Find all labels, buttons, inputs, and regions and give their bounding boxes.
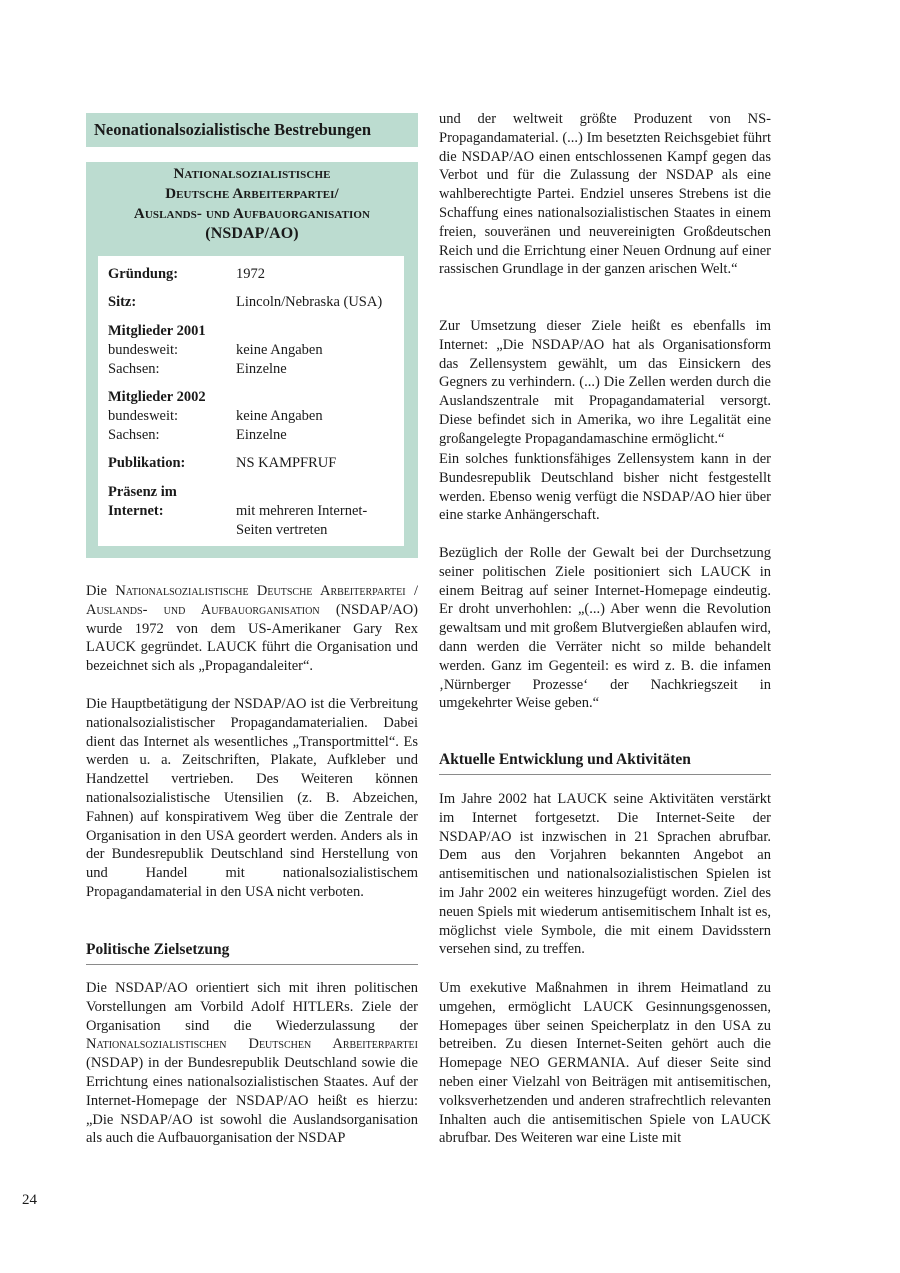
members-2001-federal-value: keine Angaben — [236, 342, 323, 358]
nsdap-full-name: Nationalsozialistischen Deutschen Arbeiterpartei — [86, 1036, 418, 1053]
neo-germania-paragraph: Um exekutive Maßnahmen in ihrem Heimatland zu umgehen, ermöglicht LAUCK Gesinnungsgenossen, Homepages über seinen Speicherplatz in den USA zu betreiben. Zu diesen Internet-Seiten gehört auch die Homepage NEO GERMANIA. Auf dieser Seite sind neben einer Vielzahl von Beiträgen mit antisemitischen, volksverhetzenden und anderen strafrechtlich relevanten Inhalten auch die antisemitischen Spiele von LAUCK abrufbar. Des Weiteren war eine Liste mit — [439, 980, 771, 1147]
fact-panel — [98, 256, 404, 546]
violence-paragraph: Bezüglich der Rolle der Gewalt bei der Durchsetzung seiner politischen Ziele positioniert sich LAUCK in einem Beitrag auf seiner Internet-Homepage eindeutig. Er droht unverhohlen: „(...) Aber wenn die Revolution gewaltsam und mit großem Blutvergießen ablaufen wird, dann werden die Verräter nicht so milde behandelt werden. Ganz im Gegenteil: es wird z. B. die infamen ‚Nürnberger Prozesse‘ der Nachkriegszeit in umgekehrter Weise geben.“ — [439, 545, 771, 712]
internet-presence-label-line-2: Internet: — [108, 503, 164, 519]
internet-presence-label-line-1: Präsenz im — [108, 484, 177, 500]
org-name-line-1: Nationalsozialistische — [173, 166, 331, 182]
section-title: Neonationalsozialistische Bestrebungen — [86, 113, 418, 147]
goals-start: Die NSDAP/AO orientiert sich mit ihren politischen Vorstellungen am Vorbild Adolf HITLERs. Ziele der Organisation sind die Wiederzulassung der — [86, 980, 418, 1034]
intro-paragraph — [86, 582, 418, 676]
members-2002-label: Mitglieder 2002 — [108, 389, 206, 405]
intro-start: Die — [86, 583, 116, 599]
members-2001-label: Mitglieder 2001 — [108, 323, 206, 339]
cell-system-assessment-paragraph: Ein solches funktionsfähiges Zellensystem kann in der Bundesrepublik Deutschland bisher nicht festgestellt werden. Ebenso wenig verfügt die NSDAP/AO hier über eine starke Anhängerschaft. — [439, 451, 771, 524]
seat-label: Sitz: — [108, 294, 137, 310]
org-name-line-2: Deutsche Arbeiterpartei/ — [165, 186, 339, 202]
founding-value: 1972 — [236, 266, 265, 282]
activities-2002-paragraph: Im Jahre 2002 hat LAUCK seine Aktivitäten verstärkt im Internet fortgesetzt. Die Internet-Seite der NSDAP/AO ist inzwischen in 21 Sprachen abrufbar. Dem aus den Vorjahren bekannten Angebot an antisemitischen und nationalsozialistischen Spielen ist im Jahr 2002 ein weiteres hinzugefügt worden. Ziel des neuen Spiels mit wiederum antisemitischem Inhalt ist es, möglichst viele Symbole, die mit einem Davidsstern versehen sind, zu treffen. — [439, 791, 771, 958]
quote-continued-paragraph: und der weltweit größte Produzent von NS-Propagandamaterial. (...) Im besetzten Reichsgebiet führt die NSDAP/AO einen entschlossenen Kampf gegen das Verbot und für die Zulassung der NSDAP als eine wahlberechtigte Partei. Endziel unseres Strebens ist die Schaffung eines nationalsozialistischen Staates in einem freien, souveränen und neuvereinigten Großdeutschen Reich und die Errichtung einer Neuen Ordnung auf einer rassischen Grundlage in der ganzen arischen Welt.“ — [439, 111, 771, 278]
intro-rest: (NSDAP/AO) wurde 1972 von dem US-Amerikaner Gary Rex LAUCK gegründet. LAUCK führt die Organisation und bezeichnet sich als „Propagandaleiter“. — [86, 601, 418, 675]
members-2002-saxony-label: Sachsen: — [108, 427, 160, 443]
internet-presence-value-line-1: mit mehreren Internet- — [236, 503, 368, 519]
goals-paragraph — [86, 979, 418, 1148]
publication-label: Publikation: — [108, 455, 186, 471]
members-2002-federal-label: bundesweit: — [108, 408, 179, 424]
organization-fact-box — [86, 162, 418, 558]
goals-rest: (NSDAP) in der Bundesrepublik Deutschland sowie die Errichtung eines nationalsozialistischen Staates. Auf der Internet-Homepage der NSDAP/AO heißt es hierzu: „Die NSDAP/AO ist sowohl die Auslandsorganisation als auch die Aufbauorganisation der NSDAP — [86, 1055, 418, 1147]
cell-system-paragraph: Zur Umsetzung dieser Ziele heißt es ebenfalls im Internet: „Die NSDAP/AO hat als Organisationsform das Zellensystem gewählt, um das Einsickern des Gegners zu verhindern. (...) Die Zellen werden durch die Auslandszentrale mit Propagandamaterial versorgt. Diese befindet sich in Amerika, wo ihre Legalität eine großangelegte Propagandamaschine ermöglicht.“ — [439, 318, 771, 447]
members-2002-federal-value: keine Angaben — [236, 408, 323, 424]
members-2001-saxony-value: Einzelne — [236, 361, 287, 377]
heading-current-development: Aktuelle Entwicklung und Aktivitäten — [439, 750, 771, 775]
organization-full-name: Nationalsozialistische Deutsche Arbeiterpartei / Auslands- und Aufbauorganisation — [86, 583, 418, 618]
internet-presence-value-line-2: Seiten vertreten — [236, 522, 328, 538]
publication-value: NS KAMPFRUF — [236, 455, 337, 471]
activity-paragraph: Die Hauptbetätigung der NSDAP/AO ist die Verbreitung nationalsozialistischer Propagandamaterialien. Dabei dient das Internet als wesentliches „Transportmittel“. Es werden u. a. Zeitschriften, Plakate, Aufkleber und Handzettel vertrieben. Des Weiteren können nationalsozialistische Utensilien (z. B. Abzeichen, Fahnen) auf konspirativem Weg über die Zentrale der Organisation in den USA geordert werden. Anders als in der Bundesrepublik Deutschland sind Herstellung von und Handel mit nationalsozialistischem Propagandamaterial in den USA nicht verboten. — [86, 696, 418, 900]
members-2001-saxony-label: Sachsen: — [108, 361, 160, 377]
founding-label: Gründung: — [108, 266, 179, 282]
org-name-line-3: Auslands- und Aufbauorganisation — [133, 206, 371, 222]
seat-value: Lincoln/Nebraska (USA) — [236, 294, 383, 310]
members-2002-saxony-value: Einzelne — [236, 427, 287, 443]
page-number: 24 — [22, 1192, 37, 1208]
heading-political-goals: Politische Zielsetzung — [86, 940, 418, 965]
members-2001-federal-label: bundesweit: — [108, 342, 179, 358]
org-abbreviation: (NSDAP/AO) — [205, 225, 299, 242]
